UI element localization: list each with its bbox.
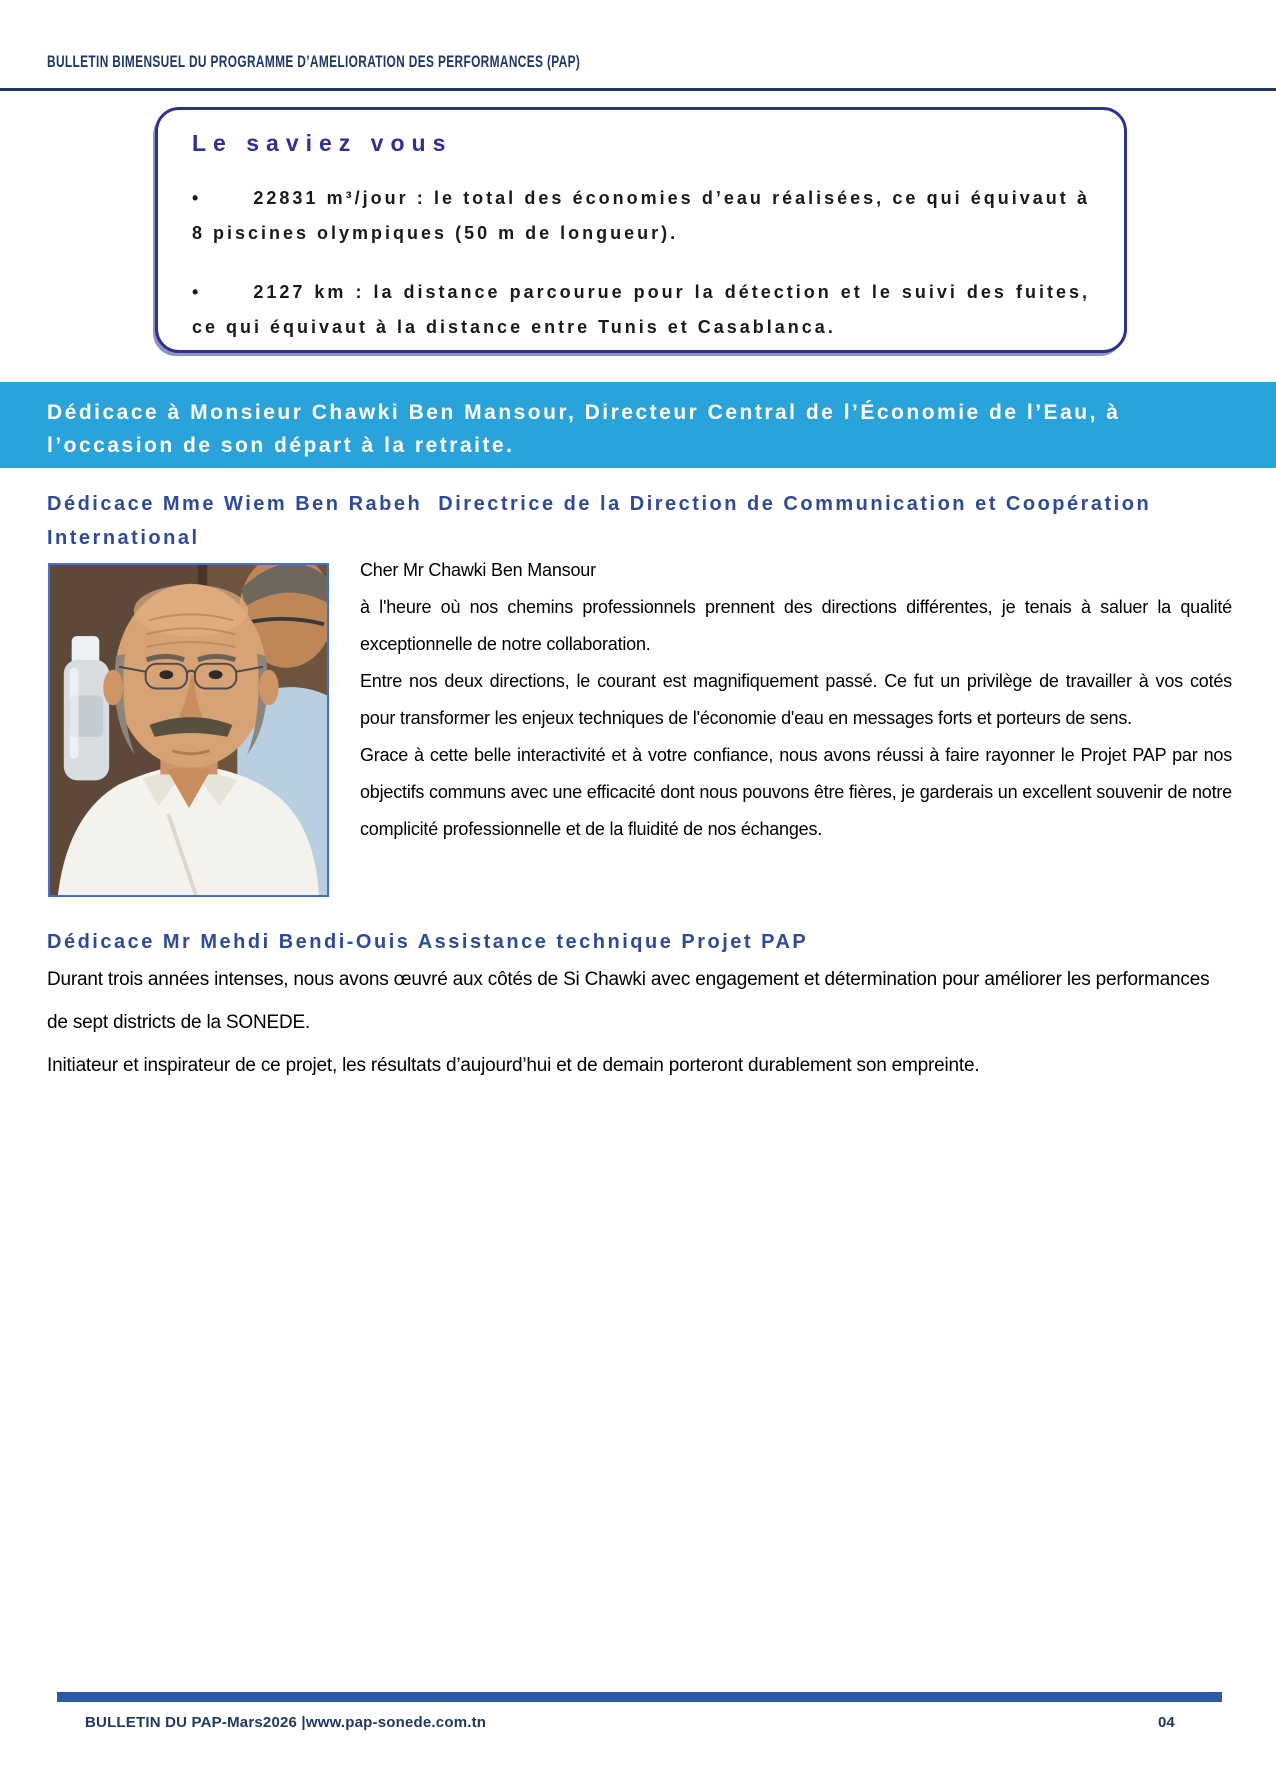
dedicace2-heading: Dédicace Mr Mehdi Bendi-Ouis Assistance technique Projet PAP [47, 931, 809, 953]
fact-box [155, 107, 1127, 353]
header-divider [0, 88, 1276, 91]
header-title: BULLETIN BIMENSUEL DU PROGRAMME D’AMELIORATION DES PERFORMANCES (PAP) [47, 52, 581, 71]
page-number: 04 [1158, 1714, 1175, 1731]
fact-bullet-text: 22831 m³/jour : le total des économies d’eau réalisées, ce qui équivaut à 8 piscines olympiques (50 m de longueur). [192, 188, 1090, 243]
paragraph: Entre nos deux directions, le courant est magnifiquement passé. Ce fut un privilège de travailler à vos cotés pour transformer les enjeux techniques de l'économie d'eau en messages forts et porteurs de sens. [360, 671, 1232, 728]
footer-divider [57, 1692, 1222, 1702]
bullet-dot-icon: • [192, 188, 202, 208]
dedicace2-body [47, 958, 1232, 1087]
bullet-dot-icon: • [192, 282, 202, 302]
fact-box-title: Le saviez vous [192, 130, 453, 156]
paragraph: Cher Mr Chawki Ben Mansour [360, 560, 596, 580]
paragraph: Durant trois années intenses, nous avons œuvré aux côtés de Si Chawki avec engagement et détermination pour améliorer les performances de sept districts de la SONEDE. [47, 969, 1210, 1033]
fact-bullet-item [192, 275, 1090, 345]
dedicace1-heading: Dédicace Mme Wiem Ben Rabeh Directrice de la Direction de Communication et Coopération International [47, 493, 1160, 549]
dedicace1-body [360, 552, 1232, 848]
portrait-photo [48, 563, 329, 897]
paragraph: à l'heure où nos chemins professionnels prennent des directions différentes, je tenais à saluer la qualité exceptionnelle de notre collaboration. [360, 597, 1232, 654]
paragraph: Initiateur et inspirateur de ce projet, les résultats d’aujourd’hui et de demain porteront durablement son empreinte. [47, 1055, 980, 1076]
dedication-banner [0, 382, 1276, 468]
fact-bullet-item [192, 181, 1090, 251]
footer-bulletin-info: BULLETIN DU PAP-Mars2026 |www.pap-sonede.com.tn [85, 1714, 487, 1731]
portrait-illustration [50, 565, 327, 895]
fact-bullet-text: 2127 km : la distance parcourue pour la détection et le suivi des fuites, ce qui équivaut à la distance entre Tunis et Casablanca. [192, 282, 1090, 337]
paragraph: Grace à cette belle interactivité et à votre confiance, nous avons réussi à faire rayonner le Projet PAP par nos objectifs communs avec une efficacité dont nous pouvons être fières, je garderais un excellent souvenir de notre complicité professionnelle et de la fluidité de nos échanges. [360, 745, 1232, 839]
dedication-banner-text: Dédicace à Monsieur Chawki Ben Mansour, Directeur Central de l’Économie de l’Eau, à l’occasion de son départ à la retraite. [47, 401, 1121, 457]
